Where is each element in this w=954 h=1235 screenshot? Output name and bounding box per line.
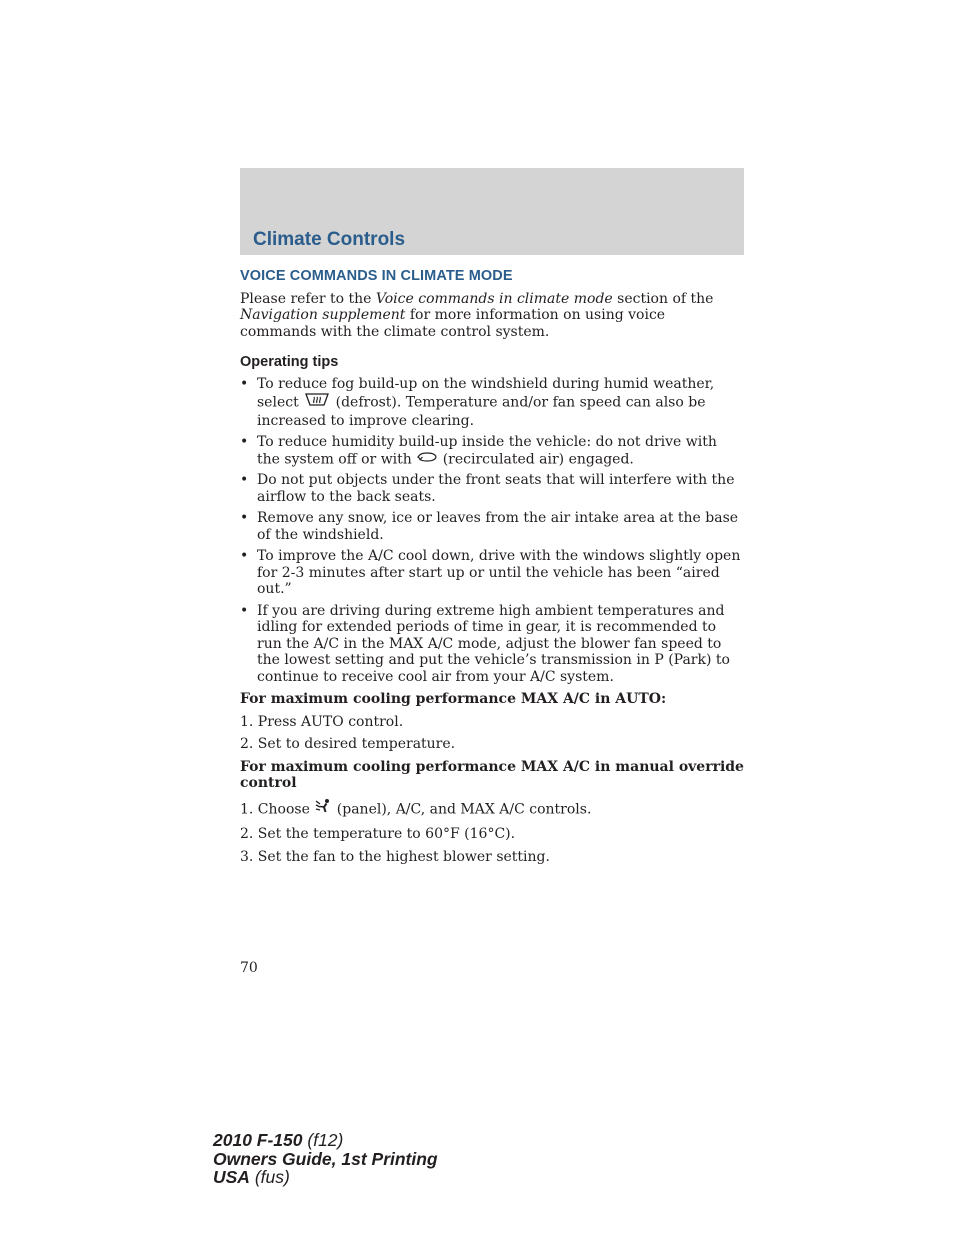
document-footer xyxy=(213,1131,438,1187)
voice-commands-intro: Please refer to the Voice commands in climate mode section of the Navigation supplement for more information on using voice commands with the climate control system. xyxy=(240,290,714,340)
page-number: 70 xyxy=(240,960,258,976)
list-item: 2. Set the temperature to 60°F (16°C). xyxy=(240,826,516,843)
list-item: • Do not put objects under the front seats that will interfere with the airflow to the back seats. xyxy=(240,472,744,505)
list-item: 1. Choose (panel), A/C, and MAX A/C controls. xyxy=(240,798,744,821)
section-title: Climate Controls xyxy=(253,229,406,250)
list-item: • If you are driving during extreme high ambient temperatures and idling for extended periods of time in gear, it is recommended to run the A/C in the MAX A/C mode, adjust the blower fan speed to the lowest setting and put the vehicle’s transmission in P (Park) to continue to receive cool air from your A/C system. xyxy=(240,603,744,686)
operating-tips-list xyxy=(240,376,744,686)
defrost-icon xyxy=(303,392,331,413)
navigation-supplement-reference: Navigation supplement xyxy=(240,307,406,323)
voice-commands-heading: VOICE COMMANDS IN CLIMATE MODE xyxy=(240,268,513,284)
list-item: 3. Set the fan to the highest blower setting. xyxy=(240,848,550,865)
footer-edition-line: Owners Guide, 1st Printing xyxy=(213,1148,438,1169)
auto-mode-label: For maximum cooling performance MAX A/C in AUTO: xyxy=(240,691,667,708)
list-item: • To reduce humidity build-up inside the vehicle: do not drive with the system off or with (recirculated air) engaged. xyxy=(240,434,744,467)
list-item: • To reduce fog build-up on the windshield during humid weather, select (defrost). Temperature and/or fan speed can also be increased to improve clearing. xyxy=(240,376,744,430)
recirculated-air-icon xyxy=(416,451,438,468)
page-content xyxy=(240,264,744,871)
auto-mode-steps xyxy=(240,714,744,753)
manual-mode-steps xyxy=(240,798,744,866)
footer-model-line: 2010 F-150 (f12) xyxy=(213,1130,344,1150)
list-item: • Remove any snow, ice or leaves from the air intake area at the base of the windshield. xyxy=(240,510,744,543)
operating-tips-heading: Operating tips xyxy=(240,354,339,370)
panel-vent-icon xyxy=(314,798,332,821)
voice-commands-reference: Voice commands in climate mode xyxy=(375,290,613,307)
manual-mode-label: For maximum cooling performance MAX A/C in manual override control xyxy=(240,758,744,792)
section-header-band xyxy=(240,168,744,255)
footer-market-line: USA (fus) xyxy=(213,1167,290,1187)
list-item: • To improve the A/C cool down, drive with the windows slightly open for 2-3 minutes after start up or until the vehicle has been “aired out.” xyxy=(240,548,744,598)
list-item: 2. Set to desired temperature. xyxy=(240,736,456,753)
list-item: 1. Press AUTO control. xyxy=(240,713,404,730)
